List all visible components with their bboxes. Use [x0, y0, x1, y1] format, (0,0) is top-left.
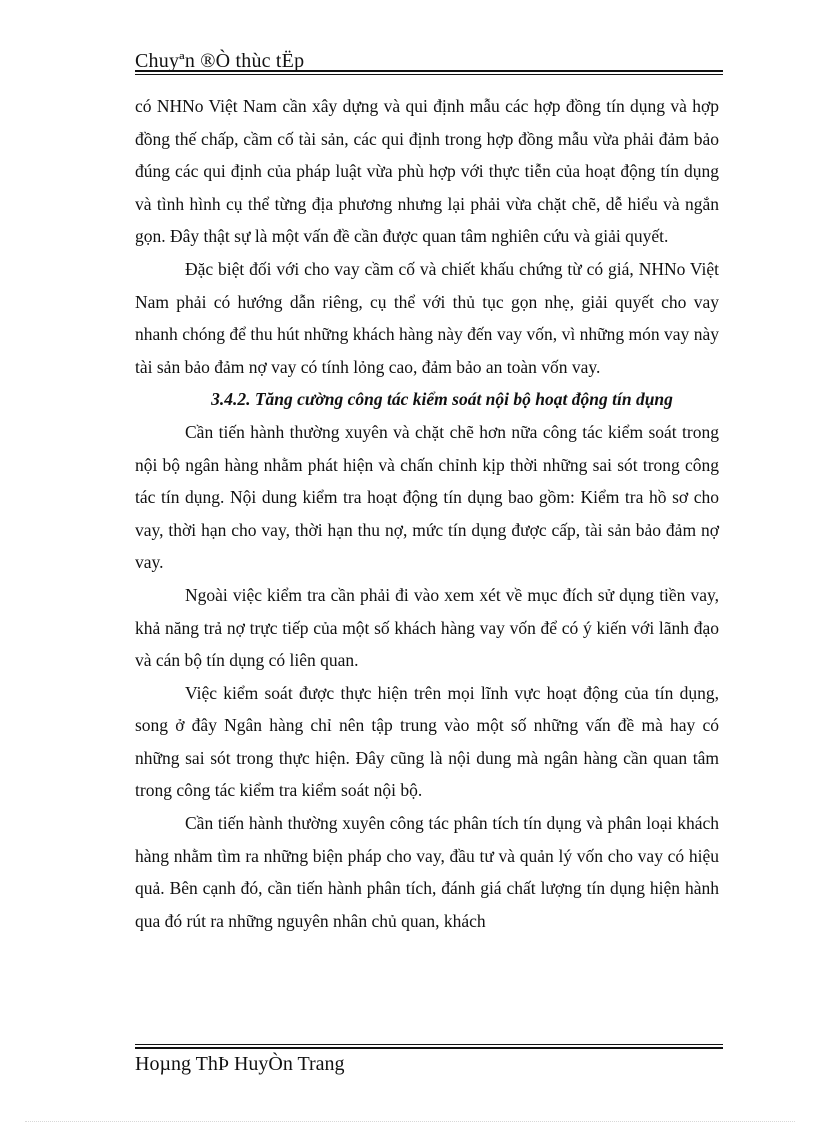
- paragraph: Đặc biệt đối với cho vay cầm cố và chiết khấu chứng từ có giá, NHNo Việt Nam phải có hướng dẫn riêng, cụ thể với thủ tục gọn nhẹ, giải quyết cho vay nhanh chóng để thu hút những khách hàng này đến vay vốn, vì những món vay này tài sản bảo đảm nợ vay có tính lỏng cao, đảm bảo an toàn vốn vay.: [135, 258, 719, 377]
- paragraph: Ngoài việc kiểm tra cần phải đi vào xem xét về mục đích sử dụng tiền vay, khả năng trả nợ trực tiếp của một số khách hàng vay vốn để có ý kiến với lãnh đạo và cán bộ tín dụng có liên quan.: [135, 584, 719, 671]
- paragraph: Cần tiến hành thường xuyên và chặt chẽ hơn nữa công tác kiểm soát trong nội bộ ngân hàng nhằm phát hiện và chấn chỉnh kịp thời những sai sót trong công tác tín dụng. Nội dung kiểm tra hoạt động tín dụng bao gồm: Kiểm tra hồ sơ cho vay, thời hạn cho vay, thời hạn thu nợ, mức tín dụng được cấp, tài sản bảo đảm nợ vay.: [135, 421, 719, 573]
- body-text: [135, 90, 719, 937]
- paragraph: Việc kiểm soát được thực hiện trên mọi lĩnh vực hoạt động của tín dụng, song ở đây Ngân hàng chỉ nên tập trung vào một số những vấn đề mà hay có những sai sót trong thực hiện. Đây cũng là nội dung mà ngân hàng cần quan tâm trong công tác kiểm tra kiểm soát nội bộ.: [135, 682, 719, 801]
- header-rule-thin: [135, 74, 723, 75]
- footer-rule-thin: [135, 1044, 723, 1045]
- header-title: Chuyªn ®Ò thùc tËp: [135, 50, 305, 72]
- footer-rule-thick: [135, 1047, 723, 1049]
- page-edge-divider: [25, 1121, 795, 1122]
- paragraph-continued: có NHNo Việt Nam cần xây dựng và qui định mẫu các hợp đồng tín dụng và hợp đồng thế chấp, cầm cố tài sản, các qui định trong hợp đồng mẫu vừa phải đảm bảo đúng các qui định của pháp luật vừa phù hợp với thực tiễn của hoạt động tín dụng và tình hình cụ thể từng địa phương nhưng lại phải vừa chặt chẽ, dễ hiểu và ngắn gọn. Đây thật sự là một vấn đề cần được quan tâm nghiên cứu và giải quyết.: [135, 96, 719, 247]
- paragraph: Cần tiến hành thường xuyên công tác phân tích tín dụng và phân loại khách hàng nhằm tìm ra những biện pháp cho vay, đầu tư và quản lý vốn cho vay có hiệu quả. Bên cạnh đó, cần tiến hành phân tích, đánh giá chất lượng tín dụng hiện hành qua đó rút ra những nguyên nhân chủ quan, khách: [135, 813, 719, 931]
- section-heading: 3.4.2. Tăng cường công tác kiểm soát nội bộ hoạt động tín dụng: [211, 389, 673, 410]
- header-rule-thick: [135, 70, 723, 72]
- footer-author: Hoµng ThÞ HuyÒn Trang: [135, 1053, 345, 1075]
